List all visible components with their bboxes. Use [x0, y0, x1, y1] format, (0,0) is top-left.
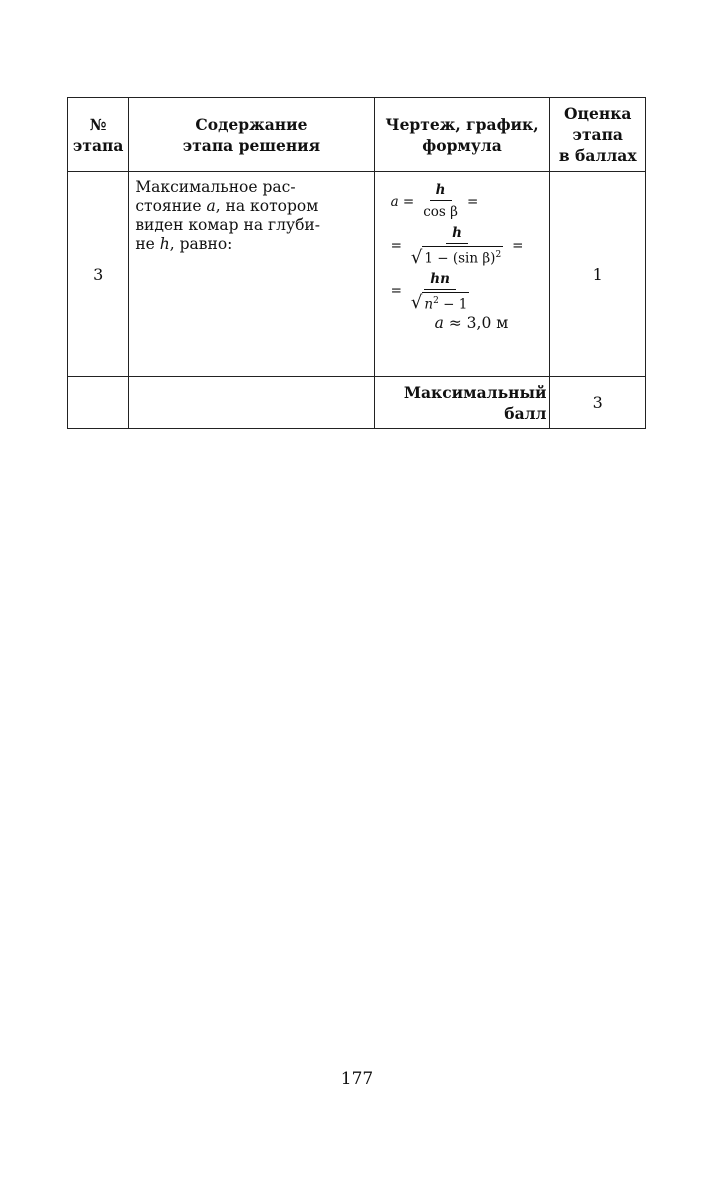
total-label — [374, 377, 550, 429]
formula-line1: a = $\frac{h}{\text{cos β}}$ = — [390, 182, 479, 220]
formula-line2: = h √ 1 − (sin β)$^2$ = — [390, 225, 524, 268]
header-stage-number-line1: № — [89, 114, 107, 134]
total-label-line1: Максимальный — [403, 382, 547, 402]
description-line2: стояние a, на котором — [135, 197, 319, 215]
formula-line3: = hn √ $n^2 - 1$ — [391, 271, 546, 313]
header-content — [129, 98, 374, 172]
header-score-line1: Оценка — [564, 104, 632, 123]
total-empty-1 — [68, 377, 129, 429]
page-number: 177 — [340, 1069, 374, 1089]
sqrt-expression-n: √ $n^2 - 1$ — [410, 292, 468, 313]
header-score-line3: в баллах — [558, 146, 637, 165]
fraction-h-over-cos: $\frac{h}{\text{cos β}}$ — [423, 182, 458, 220]
header-stage-number-line2: этапа — [72, 135, 124, 155]
fraction-hn-over-sqrt: hn √ $n^2 - 1$ — [405, 271, 475, 313]
stage-description — [129, 172, 374, 377]
sqrt-expression: √ 1 − (sin β)$^2$ — [410, 246, 502, 268]
header-formula-line1: Чертеж, график, — [385, 114, 539, 134]
header-content-line2: этапа решения — [182, 135, 321, 155]
description-line3: виден комар на глуби- — [135, 216, 320, 234]
formula-cell — [374, 172, 550, 377]
radical-icon: √ — [410, 246, 423, 268]
table-header-row — [68, 98, 646, 172]
description-line4: не h, равно: — [135, 235, 233, 253]
total-score: 3 — [550, 377, 646, 429]
total-label-line2: балл — [504, 403, 547, 423]
header-formula-line2: формула — [422, 135, 502, 155]
total-row — [68, 377, 646, 429]
header-score-line2: этапа — [572, 125, 623, 144]
formula-result: a ≈ 3,0 м — [434, 314, 509, 332]
stage-score: 1 — [550, 172, 646, 377]
header-formula — [374, 98, 550, 172]
table-row — [68, 172, 646, 377]
fraction-h-over-sqrt: h √ 1 − (sin β)$^2$ — [405, 225, 509, 267]
header-stage-number — [68, 98, 129, 172]
solution-table — [67, 97, 646, 429]
description-line1: Максимальное рас- — [135, 178, 296, 196]
total-empty-2 — [129, 377, 374, 429]
header-content-line1: Содержание — [195, 114, 308, 134]
stage-number: 3 — [68, 172, 129, 377]
radical-icon: √ — [410, 292, 423, 313]
header-score — [550, 98, 646, 172]
